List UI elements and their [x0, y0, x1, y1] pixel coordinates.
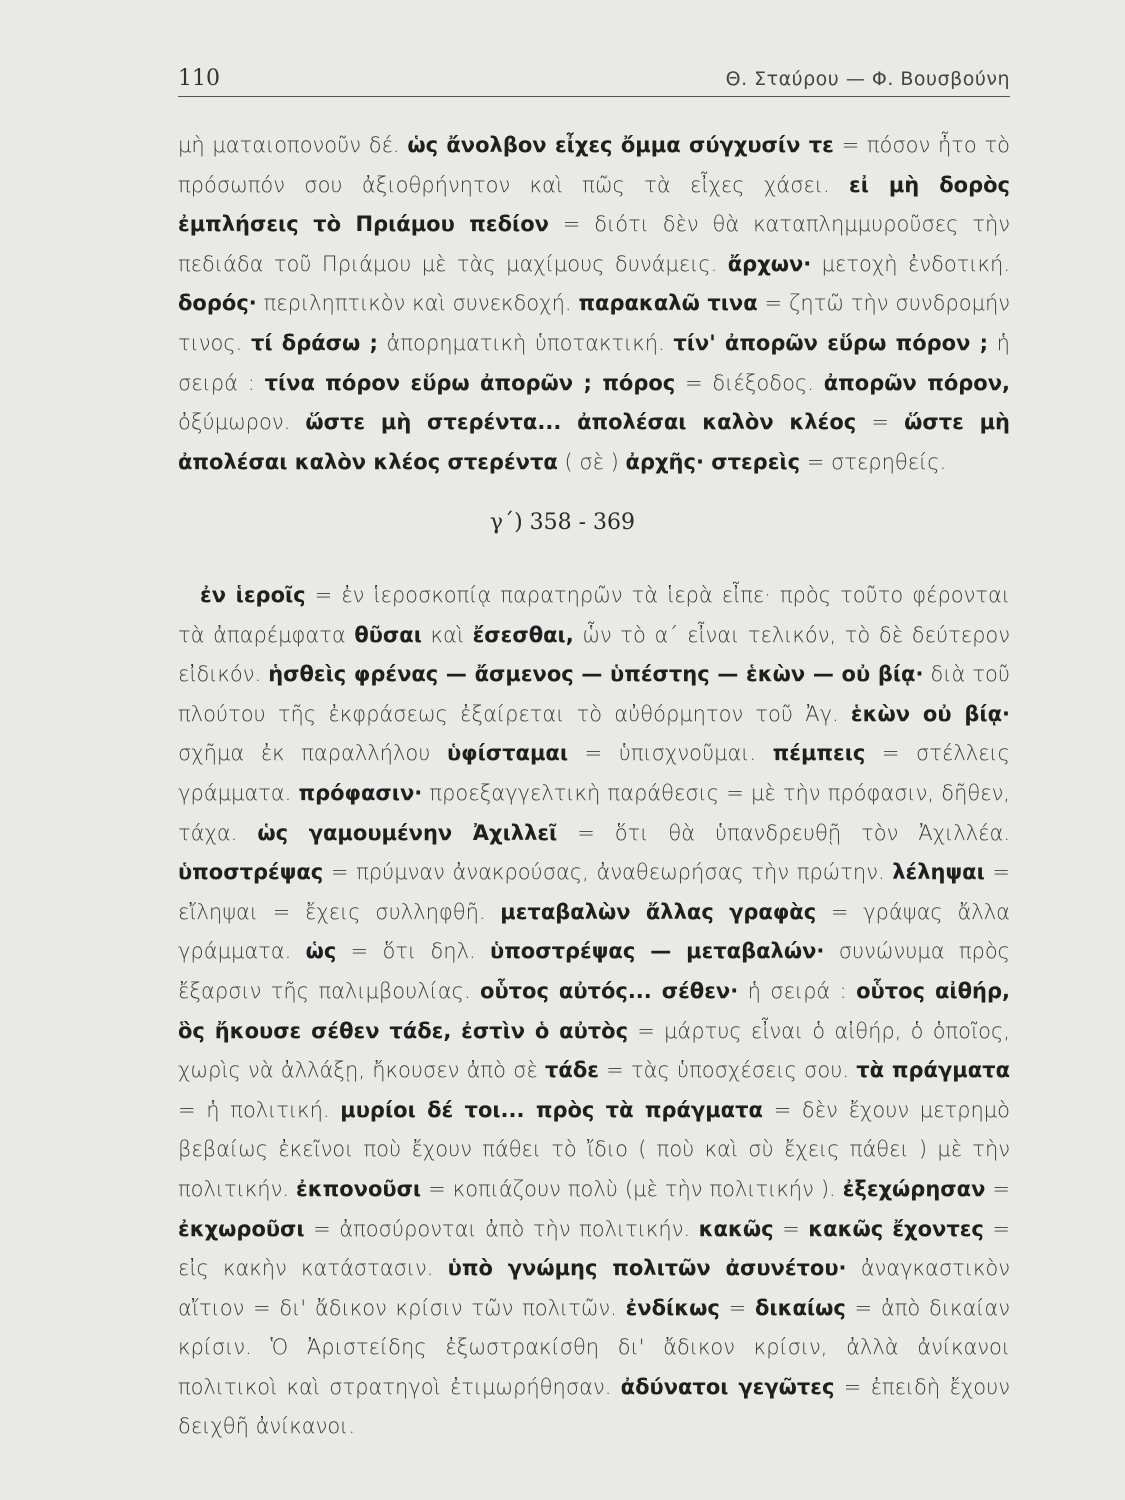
- lemma-term: ἑκὼν οὐ βίᾳ·: [850, 701, 1010, 726]
- lemma-term: δικαίως: [754, 1295, 846, 1320]
- lemma-term: τίν' ἀπορῶν εὕρω πόρον ;: [673, 330, 989, 355]
- commentary-text: = ἀποσύρονται ἀπὸ τὴν πολιτικήν.: [304, 1216, 699, 1241]
- commentary-text: = γράψας ἄλλα γράμματα.: [178, 899, 1010, 964]
- lemma-term: ὑποστρέψας — μεταβαλών·: [490, 939, 825, 964]
- lemma-term: τὰ πράγματα: [856, 1058, 1010, 1083]
- lemma-term: λέληψαι: [892, 860, 985, 885]
- lemma-term: ἀρχῆς· στερεὶς: [625, 449, 801, 474]
- page-header: [178, 62, 1010, 97]
- commentary-text: = διότι δὲν θὰ καταπλημμυροῦσες τὴν πεδιάδα τοῦ Πριάμου μὲ τὰς μαχίμους δυνάμεις.: [178, 212, 1011, 276]
- lemma-term: πρόφασιν·: [298, 780, 423, 805]
- commentary-text: = τὰς ὑποσχέσεις σου.: [598, 1058, 857, 1083]
- commentary-text: = εἰς κακὴν κατάστασιν.: [178, 1216, 1010, 1281]
- commentary-text: προεξαγγελτικὴ παράθεσις = μὲ τὴν πρόφασιν, δῆθεν, τάχα.: [178, 780, 1010, 845]
- paragraph-2: [178, 576, 1010, 1447]
- commentary-text: = ζητῶ τὴν συνδρομήν τινος.: [178, 291, 1011, 355]
- lemma-term: ἄρχων·: [727, 251, 812, 276]
- lemma-term: ὡς: [305, 939, 337, 964]
- commentary-text: =: [985, 1176, 1010, 1201]
- lemma-term: πέμπεις: [772, 741, 866, 766]
- commentary-text: ὧν τὸ α΄ εἶναι τελικόν, τὸ δὲ δεύτερον εἰδικόν.: [178, 622, 1011, 687]
- lemma-term: ἐκχωροῦσι: [178, 1216, 305, 1241]
- commentary-text: ( σὲ ): [557, 449, 626, 474]
- running-head: Θ. Σταύρου — Φ. Βουσβούνη: [725, 68, 1010, 90]
- page-number: 110: [178, 66, 220, 91]
- lemma-term: ὥστε μὴ στερέντα... ἀπολέσαι καλὸν κλέος: [305, 410, 857, 435]
- commentary-text: σχῆμα ἐκ παραλλήλου: [178, 741, 447, 766]
- commentary-text: = ἀπὸ δικαίαν κρίσιν. Ὁ Ἀριστείδης ἐξωστρακίσθη δι' ἄδικον κρίσιν, ἀλλὰ ἀνίκανοι πολιτικοὶ καὶ στρατηγοὶ ἐτιμωρήθησαν.: [178, 1295, 1011, 1399]
- commentary-text: = διέξοδος.: [675, 370, 824, 395]
- commentary-text: = πρύμναν ἀνακρούσας, ἀναθεωρήσας τὴν πρώτην.: [323, 860, 893, 885]
- commentary-text: = μάρτυς εἶναι ὁ αἰθήρ, ὁ ὁποῖος, χωρὶς νὰ ἀλλάξῃ, ἤκουσεν ἀπὸ σὲ: [178, 1018, 1010, 1083]
- lemma-term: ὥστε μὴ ἀπολέσαι καλὸν κλέος στερέντα: [178, 410, 1010, 474]
- commentary-text: ὀξύμωρον.: [178, 410, 306, 435]
- lemma-term: μυρίοι δέ τοι... πρὸς τὰ πράγματα: [340, 1097, 763, 1122]
- lemma-term: ἡσθεὶς φρένας — ἄσμενος — ὑπέστης — ἑκὼν — οὐ βίᾳ·: [268, 662, 924, 687]
- lemma-term: εἰ μὴ δορὸς ἐμπλήσεις τὸ Πριάμου πεδίον: [178, 172, 1010, 237]
- commentary-text: ἀπορηματικὴ ὑποτακτική.: [377, 330, 674, 355]
- commentary-text: = ὅτι δηλ.: [336, 939, 491, 964]
- commentary-text: ἡ σειρά :: [178, 330, 1010, 395]
- commentary-text: καὶ: [421, 622, 473, 647]
- commentary-text: = εἴληψαι = ἔχεις συλληφθῆ.: [178, 860, 1010, 924]
- lemma-term: οὗτος αἰθήρ, ὃς ἤκουσε σέθεν τάδε, ἐστὶν ὁ αὐτὸς: [178, 978, 1010, 1043]
- lemma-term: τάδε: [545, 1058, 599, 1083]
- commentary-text: = κοπιάζουν πολὺ (μὲ τὴν πολιτικήν ).: [421, 1176, 843, 1201]
- lemma-term: ἐν ἱεροῖς: [200, 583, 306, 607]
- commentary-text: = ἐν ἱεροσκοπίᾳ παρατηρῶν τὰ ἱερὰ εἶπε· πρὸς τοῦτο φέρονται τὰ ἀπαρέμφατα: [178, 583, 1010, 647]
- commentary-text: = ὅτι θὰ ὑπανδρευθῇ τὸν Ἀχιλλέα.: [557, 820, 1011, 845]
- lemma-term: ἀπορῶν πόρον,: [823, 370, 1010, 395]
- commentary-text: ἀναγκαστικὸν αἴτιον = δι' ἄδικον κρίσιν τῶν πολιτῶν.: [178, 1256, 1011, 1320]
- lemma-term: τί δράσω ;: [250, 330, 378, 355]
- commentary-text: μὴ ματαιοπονοῦν δέ.: [178, 133, 408, 157]
- commentary-text: περιληπτικὸν καὶ συνεκδοχή.: [256, 291, 579, 316]
- lemma-term: ἐξεχώρησαν: [842, 1176, 986, 1201]
- commentary-text: = δὲν ἔχουν μετρημὸ βεβαίως ἐκεῖνοι ποὺ ἔχουν πάθει τὸ ἴδιο ( ποὺ καὶ σὺ ἔχεις πάθει ) μὲ τὴν πολιτικήν.: [178, 1097, 1010, 1201]
- lemma-term: ἐκπονοῦσι: [296, 1176, 422, 1201]
- commentary-text: ἡ σειρά :: [738, 978, 857, 1003]
- paragraph-1: [178, 126, 1010, 482]
- lemma-term: ὑπὸ γνώμης πολιτῶν ἀσυνέτου·: [447, 1256, 847, 1281]
- commentary-text: = ἐπειδὴ ἔχουν δειχθῆ ἀνίκανοι.: [178, 1374, 1010, 1439]
- commentary-text: διὰ τοῦ πλούτου τῆς ἐκφράσεως ἐξαίρεται τὸ αὐθόρμητον τοῦ Ἀγ.: [178, 662, 1010, 726]
- commentary-text: =: [856, 410, 905, 435]
- commentary-text: = στερηθείς.: [800, 449, 947, 474]
- lemma-term: ὡς γαμουμένην Ἀχιλλεῖ: [257, 820, 558, 845]
- lemma-term: ὑποστρέψας: [178, 860, 324, 885]
- lemma-term: ὡς ἄνολβον εἶχες ὄμμα σύγχυσίν τε: [407, 133, 834, 157]
- commentary-text: συνώνυμα πρὸς ἔξαρσιν τῆς παλιμβουλίας.: [178, 939, 1010, 1003]
- lemma-term: μεταβαλὼν ἄλλας γραφὰς: [500, 899, 817, 924]
- lemma-term: δορός·: [178, 291, 257, 316]
- lemma-term: ὑφίσταμαι: [446, 741, 569, 766]
- lemma-term: θῦσαι: [354, 622, 422, 647]
- section-heading: γ΄) 358 - 369: [489, 510, 636, 535]
- lemma-term: παρακαλῶ τινα: [578, 291, 758, 316]
- commentary-text: = ἡ πολιτική.: [178, 1097, 341, 1122]
- lemma-term: ἐνδίκως: [625, 1295, 720, 1320]
- commentary-text: μετοχὴ ἐνδοτική.: [811, 251, 1011, 276]
- commentary-text: = στέλλεις γράμματα.: [178, 741, 1010, 805]
- lemma-term: κακῶς: [698, 1216, 774, 1241]
- lemma-term: ἀδύνατοι γεγῶτες: [620, 1374, 835, 1399]
- commentary-text: = πόσον ἦτο τὸ πρόσωπόν σου ἀξιοθρήνητον καὶ πῶς τὰ εἶχες χάσει.: [178, 133, 1010, 197]
- commentary-text: =: [773, 1216, 809, 1241]
- lemma-term: ἔσεσθαι,: [472, 622, 574, 647]
- lemma-term: κακῶς ἔχοντες: [808, 1216, 984, 1241]
- commentary-text: = ὑπισχνοῦμαι.: [568, 741, 773, 766]
- commentary-text: =: [719, 1295, 755, 1320]
- lemma-term: τίνα πόρον εὕρω ἀπορῶν ; πόρος: [264, 370, 676, 395]
- lemma-term: οὗτος αὐτός... σέθεν·: [480, 978, 739, 1003]
